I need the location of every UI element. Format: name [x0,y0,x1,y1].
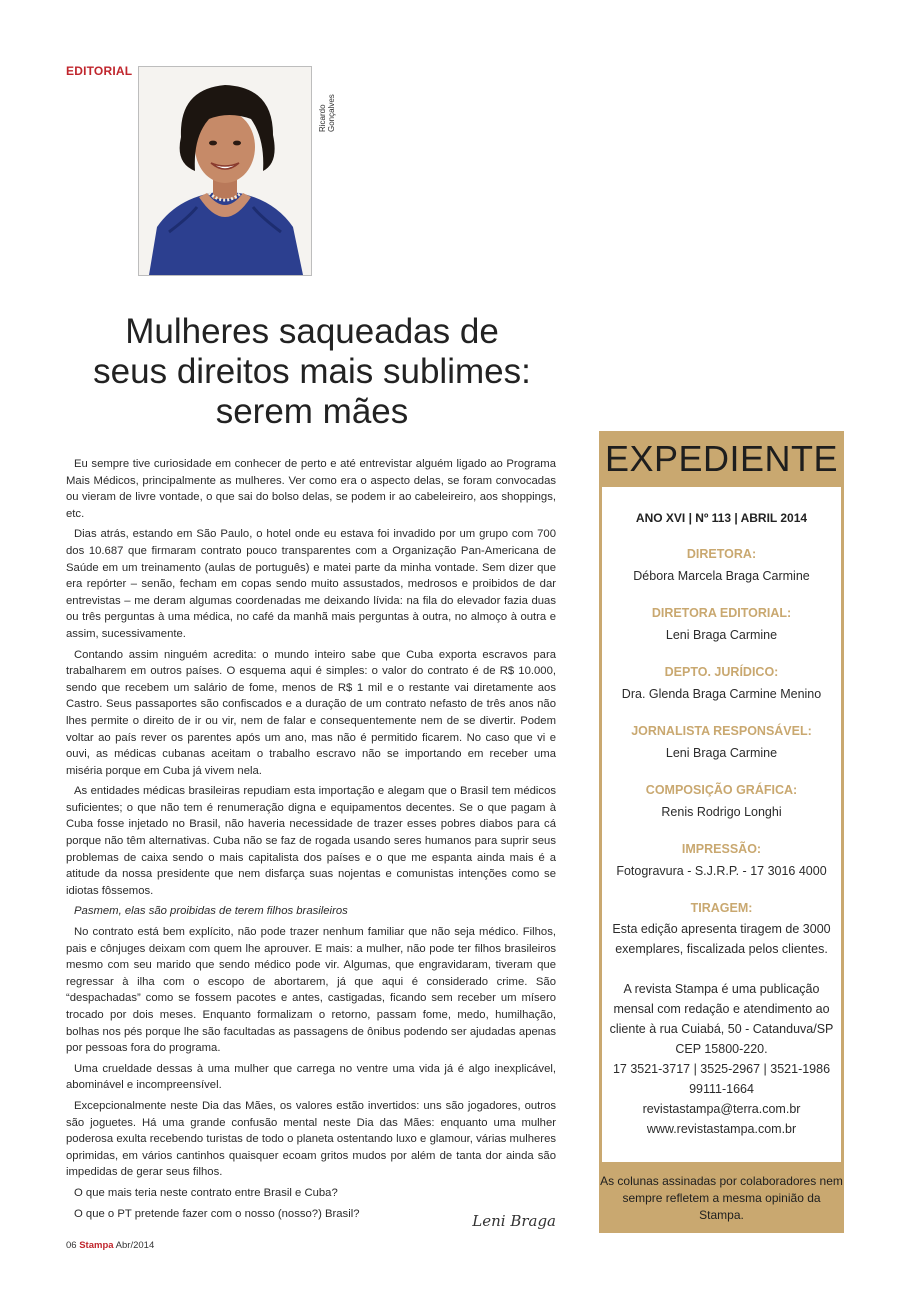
tiragem-role: TIRAGEM: [690,901,753,915]
author-signature: Leni Braga [472,1212,556,1230]
credit-role: IMPRESSÃO: [681,842,762,856]
magazine-brand: Stampa [79,1240,114,1251]
author-photo [138,66,312,276]
article-paragraph: O que mais teria neste contrato entre Brasil e Cuba? [74,1186,338,1199]
disclaimer: As colunas assinadas por colaboradores nem sempre refletem a mesma opinião da Stampa. [600,1174,843,1222]
article-paragraph: Eu sempre tive curiosidade em conhecer de perto e até entrevistar alguém ligado ao Programa Mais Médicos, principalmente as mulheres. Ver como era o aspecto delas, se foram convocadas ou vieram de livre vontade, o que sai do bolso delas, se podem ir ao cabeleireiro, aos shoppings, etc. [66,458,556,520]
photo-credit: Ricardo Gonçalves [318,94,336,132]
article-paragraph: As entidades médicas brasileiras repudiam esta importação e alegam que o Brasil tem médicos suficientes; o que não tem é renumeração digna e equipamentos decentes. Se o que pagam à Cuba fosse injetado no Brasil, não haveria necessidade de trazer esses pobres diabos para cá porque não têm alternativas. Cuba não se faz de rogada usando seres humanos para suprir seus problemas de caixa sendo o mais capitalista dos países e o que me espanta ainda mais é a atitude da nossa presidente que nem disfarça suas nojentas e comunistas intenções como se idiotas fôssemos. [66,785,556,897]
publication-info: A revista Stampa é uma publicação mensal com redação e atendimento ao cliente à rua Cuiabá, 50 - Catanduva/SP CEP 15800-220. [609,982,834,1056]
expediente-title: EXPEDIENTE [604,438,839,479]
credit-role: COMPOSIÇÃO GRÁFICA: [645,783,798,797]
issue-date: Abr/2014 [115,1240,155,1251]
credit-name: Leni Braga Carmine [665,628,778,642]
section-label: EDITORIAL [66,64,133,78]
credit-role: DEPTO. JURÍDICO: [664,665,779,679]
article-body [66,456,556,1226]
credit-role: DIRETORA EDITORIAL: [651,606,792,620]
article-paragraph: O que o PT pretende fazer com o nosso (nosso?) Brasil? [74,1207,360,1220]
credit-name: Renis Rodrigo Longhi [661,805,782,819]
article-paragraph: Contando assim ninguém acredita: o mundo inteiro sabe que Cuba exporta escravos para trabalharem em outros países. O esquema aqui é simples: o valor do contrato é de R$ 10.000, sendo que recebem um salário de fome, menos de R$ 1 mil e o restante vai diretamente aos Castro. Seus passaportes são confiscados e a duração de um contrato nefasto de três anos não lhes permite o direito de ir ou vir, nem de falar e consequentemente nem de se divertir. Podem voltar ao país rever os parentes após um ano, mas não é permitido ficarem. No caso que vi e ouvi, as médicas cubanas aceitam o trabalho escravo não se importando em receber uma miséria porque em Cuba já vivem nela. [66,648,556,777]
article-subheading: Pasmem, elas são proibidas de terem filhos brasileiros [74,905,348,918]
credit-role: DIRETORA: [686,547,757,561]
website-url[interactable]: www.revistastampa.com.br [646,1122,797,1136]
page-folio [66,1240,154,1251]
phone-numbers: 17 3521-3717 | 3525-2967 | 3521-1986 [612,1062,831,1076]
issue-info: ANO XVI | Nº 113 | ABRIL 2014 [635,511,808,525]
credit-name: Fotogravura - S.J.R.P. - 17 3016 4000 [616,864,827,878]
article-paragraph: No contrato está bem explícito, não pode trazer nenhum familiar que não seja médico. Filhos, pais e cônjuges deixam com quem lhe aprouver. E mais: a mulher, não pode ter filhos brasileiros mesmo com seu marido que sendo médico pode vir. Algumas, que engravidaram, tiveram que regressar à ilha com o escopo de abortarem, já que aqui é considerado crime. São “despachadas” como se fossem pacotes e antes, castigadas, ficando sem receber um mísero trocado por dois meses. Enquanto formalizam o retorno, passam fome, medo, humilhação, bolhas nos pés porque lhe são facultadas as passagens de ônibus podendo ser ajudadas apenas por pessoas fora do programa. [66,926,556,1055]
headline [62,312,562,432]
author-portrait-image [139,67,311,275]
expediente-box [599,431,844,1233]
credit-role: JORNALISTA RESPONSÁVEL: [631,724,812,738]
credit-name: Débora Marcela Braga Carmine [633,569,810,583]
headline-line: seus direitos mais sublimes: [93,352,531,391]
credit-name: Dra. Glenda Braga Carmine Menino [621,687,822,701]
article-paragraph: Excepcionalmente neste Dia das Mães, os valores estão invertidos: uns são jogadores, outros são joguetes. Há uma grande confusão mental neste Dia das Mães: enquanto uma mulher poderosa exulta recebendo turistas de todo o planeta ostentando luxo e glamour, várias mulheres oprimidas, em vários cantinhos quaisquer ecoam gritos mudos por além de tanta dor ainda são impedidas de gerar seus filhos. [66,1099,556,1179]
headline-line: Mulheres saqueadas de [125,312,499,351]
page-number: 06 [66,1240,77,1251]
article-paragraph: Uma crueldade dessas à uma mulher que carrega no ventre uma vida já é algo inexplicável, abominável e incompreensível. [66,1062,556,1092]
headline-line: serem mães [215,392,409,431]
article-paragraph: Dias atrás, estando em São Paulo, o hotel onde eu estava foi invadido por um grupo com 700 dos 10.687 que firmaram contrato pouco transparentes com a Organização Pan-Americana de Saúde em um treinamento (aulas de português) e matei parte da minha vontade. Sem dizer que era repórter – senão, fecham em copas sendo muito assustados, medrosos e proibidos de dar entrevistas – me deram algumas coordenadas me deixando lívida: na fila do elevador fazia duas ou três perguntas à uma médica, no café da manhã mais perguntas à outra, no almoço à outra e assim, sucessivamente. [66,528,556,640]
phone-number: 99111-1664 [689,1082,754,1096]
tiragem-text: Esta edição apresenta tiragem de 3000 exemplares, fiscalizada pelos clientes. [612,922,831,956]
email-address[interactable]: revistastampa@terra.com.br [642,1102,801,1116]
expediente-content [602,487,841,1162]
credit-name: Leni Braga Carmine [665,746,778,760]
